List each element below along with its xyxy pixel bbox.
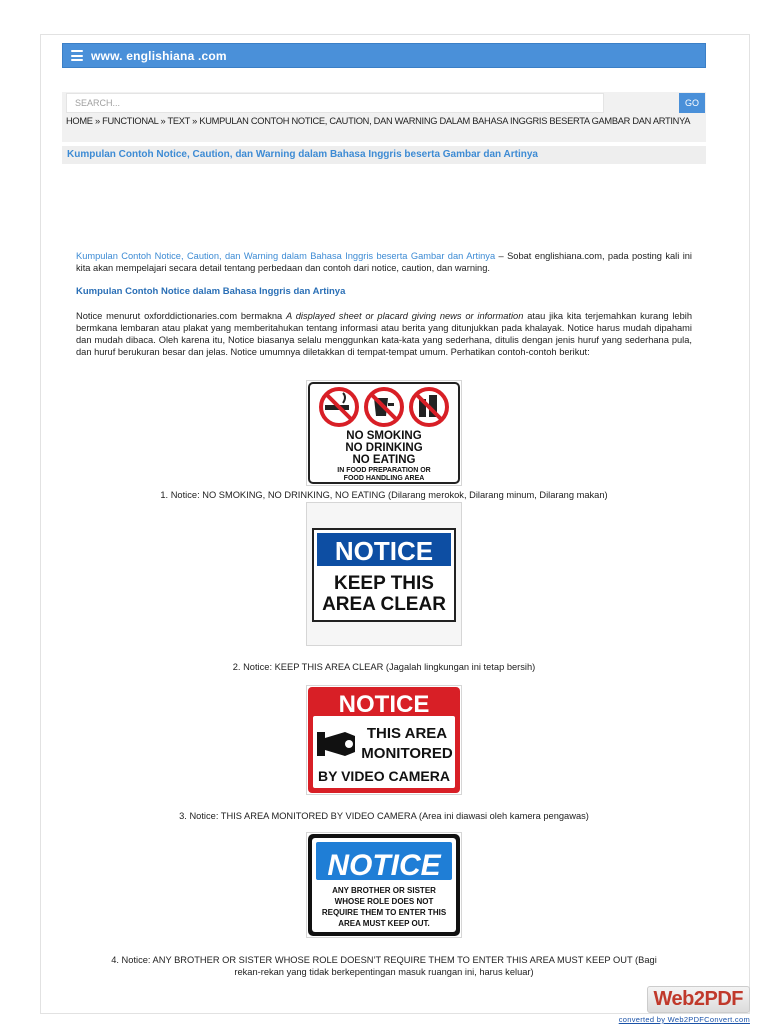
site-header — [62, 43, 706, 68]
definition-italic: A displayed sheet or placard giving news or information — [286, 311, 524, 321]
sign4-line4: AREA MUST KEEP OUT. — [338, 919, 430, 928]
no-eating-icon — [411, 389, 447, 425]
web2pdf-logo[interactable] — [647, 986, 750, 1013]
logo-part-pdf: PDF — [704, 988, 743, 1010]
caption-2: 2. Notice: KEEP THIS AREA CLEAR (Jagalah lingkungan ini tetap bersih) — [232, 662, 536, 672]
breadcrumb-text-link[interactable]: TEXT — [167, 116, 190, 126]
breadcrumb-separator: » — [189, 116, 200, 126]
intro-link[interactable]: Kumpulan Contoh Notice, Caution, dan Warning dalam Bahasa Inggris beserta Gambar dan Artinya — [76, 251, 496, 261]
sign1-line5: FOOD HANDLING AREA — [343, 475, 425, 482]
caption-4b: rekan-rekan yang tidak berkepentingan masuk ruangan ini, harus keluar) — [234, 967, 534, 977]
sign-image-keep-clear — [306, 502, 462, 646]
sign-video-camera-graphic — [307, 686, 461, 794]
logo-part-2: 2 — [693, 988, 705, 1010]
video-camera-icon — [317, 732, 355, 756]
sign3-line2: MONITORED — [361, 745, 453, 762]
sign-keep-clear-graphic — [307, 503, 461, 645]
post-title: Kumpulan Contoh Notice, Caution, dan Warning dalam Bahasa Inggris beserta Gambar dan Artinya — [62, 146, 706, 164]
sign-no-smoking-graphic — [307, 381, 461, 485]
sign4-line1: ANY BROTHER OR SISTER — [332, 886, 436, 895]
sign2-line1: KEEP THIS — [334, 573, 434, 594]
sign1-line4: IN FOOD PREPARATION OR — [337, 467, 431, 474]
definition-paragraph — [76, 310, 692, 358]
breadcrumb-home-link[interactable]: HOME — [66, 116, 93, 126]
intro-text: – Sobat englishiana.com, pada posting kali ini kita akan mempelajari secara detail tentang perbedaan dan contoh dari notice, caution, dan warning. — [76, 251, 693, 273]
intro-paragraph — [76, 250, 692, 274]
sign4-line2: WHOSE ROLE DOES NOT — [334, 897, 434, 906]
sign3-line1: THIS AREA — [366, 725, 448, 742]
sign2-header: NOTICE — [334, 536, 434, 566]
sign-keep-out-graphic — [307, 833, 461, 937]
article-body — [76, 250, 692, 358]
no-drinking-icon — [366, 389, 402, 425]
no-smoking-icon — [321, 389, 357, 425]
search-bar — [62, 92, 706, 114]
caption-4a: 4. Notice: ANY BROTHER OR SISTER WHOSE ROLE DOESN’T REQUIRE THEM TO ENTER THIS AREA MUST KEEP OUT (Bagi — [111, 955, 657, 965]
sign1-line1: NO SMOKING — [346, 430, 422, 442]
caption-3: 3. Notice: THIS AREA MONITORED BY VIDEO CAMERA (Area ini diawasi oleh kamera pengawas) — [179, 811, 589, 821]
section-heading: Kumpulan Contoh Notice dalam Bahasa Inggris dan Artinya — [76, 286, 346, 297]
sign2-line2: AREA CLEAR — [322, 594, 446, 615]
sign-image-no-smoking — [306, 380, 462, 486]
breadcrumb-separator: » — [92, 116, 103, 126]
breadcrumb-separator: » — [158, 116, 168, 126]
sign1-line2: NO DRINKING — [345, 442, 423, 454]
web2pdf-watermark — [590, 986, 750, 1022]
sign1-line3: NO EATING — [352, 454, 416, 466]
sign3-header: NOTICE — [338, 691, 430, 718]
hamburger-icon[interactable] — [71, 50, 83, 61]
sign4-header: NOTICE — [327, 849, 441, 882]
web2pdf-link[interactable]: converted by Web2PDFConvert.com — [618, 1015, 750, 1024]
breadcrumb — [62, 114, 706, 142]
sign-image-keep-out — [306, 832, 462, 938]
sign-image-video-camera — [306, 685, 462, 795]
sign4-line3: REQUIRE THEM TO ENTER THIS — [321, 908, 447, 917]
go-button[interactable]: GO — [679, 93, 705, 113]
site-title[interactable]: www. englishiana .com — [91, 48, 227, 63]
breadcrumb-current: KUMPULAN CONTOH NOTICE, CAUTION, DAN WARNING DALAM BAHASA INGGRIS BESERTA GAMBAR DAN ARTINYA — [199, 116, 691, 126]
caption-1: 1. Notice: NO SMOKING, NO DRINKING, NO EATING (Dilarang merokok, Dilarang minum, Dilarang makan) — [160, 490, 608, 500]
definition-text-start: Notice menurut oxforddictionaries.com bermakna — [76, 311, 287, 321]
definition-text-end: atau jika kita terjemahkan kurang lebih bermkana lembaran atau plakat yang memberitahukan tentang informasi atau berita yang ditunjukkan pada khalayak. Notice harus mudah dipahami dan mudah dibaca. Oleh karena itu, Notice biasanya selalu menggunkan kata-kata yang sederhana, ditulis dengan jenis huruf yang sederhana pula, dan huruf berukuran besar dan jelas. Notice umumnya diletakkan di tempat-tempat umum. Perhatikan contoh-contoh berikut: — [76, 311, 692, 357]
sign3-line3: BY VIDEO CAMERA — [318, 768, 450, 784]
search-input[interactable] — [66, 93, 604, 113]
breadcrumb-functional-link[interactable]: FUNCTIONAL — [102, 116, 159, 126]
logo-part-web: Web — [653, 988, 694, 1010]
